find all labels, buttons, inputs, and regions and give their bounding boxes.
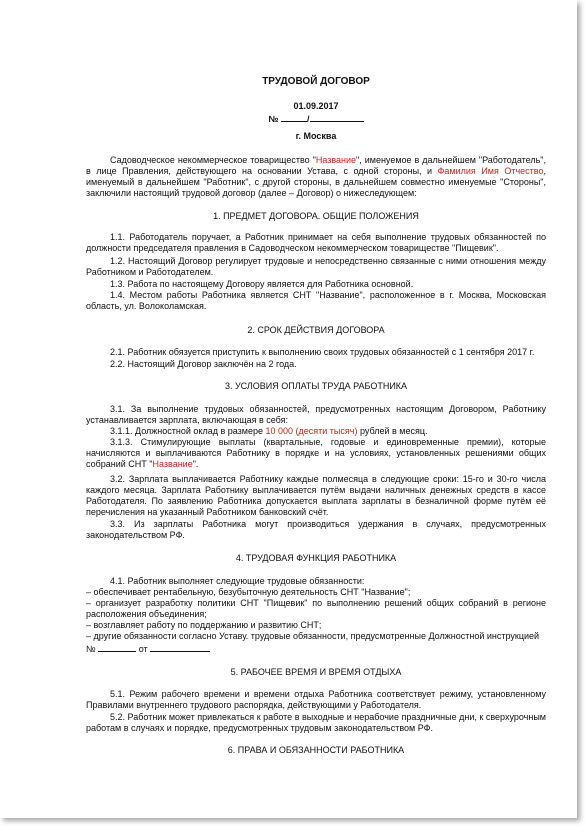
- clause-1-3: 1.3. Работа по настоящему Договору является для Работника основной.: [110, 279, 414, 289]
- instruction-no-blank: [98, 642, 136, 652]
- section-5-heading: 5. РАБОЧЕЕ ВРЕМЯ И ВРЕМЯ ОТДЫХА: [230, 667, 402, 677]
- org-name-placeholder-2: Название: [152, 459, 193, 469]
- duties-list: [86, 587, 546, 655]
- clause-5-2: 5.2. Работник может привлекаться к работе в выходные и нерабочие праздничные дни, к сверхурочным работам в случаях и порядке, предусмотренных трудовым законодательством РФ.: [86, 712, 546, 733]
- duty-item: – организует разработку политики СНТ "Пищевик" по выполнению решений общих собраний в регионе расположения объединения;: [86, 598, 546, 619]
- intro-text-c: , именуемый в дальнейшем "Работник", с другой стороны, в дальнейшем совместно именуемые "Стороны", заключили настоящий трудовой договор (далее – Договор) о нижеследующем:: [86, 166, 546, 198]
- section-4-heading: 4. ТРУДОВАЯ ФУНКЦИЯ РАБОТНИКА: [235, 553, 397, 563]
- contract-city: г. Москва: [295, 131, 337, 141]
- clause-3-1-1-text-b: рублей в месяц.: [357, 426, 428, 436]
- number-prefix: №: [268, 114, 279, 124]
- instruction-from-label: от: [138, 644, 148, 654]
- clause-1-4: 1.4. Местом работы Работника является СНТ "Название", расположенное в г. Москва, Московская область, ул. Волоколамская.: [86, 290, 546, 311]
- clause-3-1-1: [86, 426, 546, 437]
- salary-amount: 10 000 (десяти тысяч): [265, 426, 358, 436]
- clause-3-1-3: [86, 437, 546, 470]
- intro-text-b: ", именуемое в дальнейшем "Работодатель", в лице Правления, действующего на основании Устава, с одной стороны, и: [86, 155, 546, 176]
- clause-3-1-1-text-a: 3.1.1. Должностной оклад в размере: [110, 426, 266, 436]
- intro-text-a: Садоводческое некоммерческое товарищество ": [110, 155, 316, 165]
- section-3-heading: 3. УСЛОВИЯ ОПЛАТЫ ТРУДА РАБОТНИКА: [224, 381, 408, 391]
- clause-2-1: 2.1. Работник обязуется приступить к выполнению своих трудовых обязанностей с 1 сентября 2017 г.: [110, 347, 535, 357]
- clause-2-2: 2.2. Настоящий Договор заключён на 2 года.: [110, 359, 297, 369]
- duty-item: – другие обязанности согласно Уставу. трудовые обязанности, предусмотренные Должностной инструкцией: [86, 631, 540, 641]
- clause-4-1: 4.1. Работник выполняет следующие трудовые обязанности:: [110, 576, 365, 586]
- clause-1-2: 1.2. Настоящий Договор регулирует трудовые и непосредственно связанные с ними отношения между Работником и Работодателем.: [86, 256, 546, 277]
- instruction-date-blank: [150, 642, 210, 652]
- clause-1-1: 1.1. Работодатель поручает, а Работник принимает на себя выполнение трудовых обязанностей по должности председателя правления в Садоводческом некоммерческом товариществе "Пищевик".: [86, 232, 546, 253]
- person-name-placeholder: Фамилия Имя Отчество: [437, 166, 544, 176]
- clause-3-1: 3.1. За выполнение трудовых обязанностей, предусмотренных настоящим Договором, Работнику устанавливается зарплата, включающая в себя:: [86, 404, 546, 425]
- clause-3-3: 3.3. Из зарплаты Работника могут производиться удержания в случаях, предусмотренных законодательством РФ.: [86, 519, 546, 540]
- instruction-ref: [86, 642, 546, 655]
- clause-3-1-3-text-a: 3.1.3. Стимулирующие выплаты (квартальные, годовые и единовременные премии), которые начисляются и выплачиваются Работнику в порядке и на условиях, установленных решениями общих собраний СНТ ": [86, 437, 546, 469]
- duty-item: – обеспечивает рентабельную, безубыточную деятельность СНТ "Название";: [86, 587, 411, 597]
- instruction-no-label: №: [86, 644, 96, 654]
- clause-3-2: 3.2. Зарплата выплачивается Работнику каждые полмесяца в следующие сроки: 15-го и 30-го числа каждого месяца. Зарплата Работнику выплачивается путём выдачи наличных денежных средств в кассе Работодателя. По заявлению Работника допускается выплата зарплаты в безналичной форме путём её перечисления на указанный Работником банковский счёт.: [86, 474, 546, 517]
- contract-number: [86, 112, 546, 125]
- section-6-heading: 6. ПРАВА И ОБЯЗАННОСТИ РАБОТНИКА: [227, 745, 405, 755]
- contract-date: 01.09.2017: [293, 101, 339, 111]
- duty-item: – возглавляет работу по поддержанию и развитию СНТ;: [86, 620, 322, 630]
- section-2-heading: 2. СРОК ДЕЙСТВИЯ ДОГОВОРА: [247, 325, 385, 335]
- number-blank-1: [281, 112, 307, 122]
- number-separator: /: [307, 114, 310, 124]
- intro-paragraph: [86, 155, 546, 199]
- clause-3-1-3-text-b: ".: [192, 459, 199, 469]
- section-1-heading: 1. ПРЕДМЕТ ДОГОВОРА. ОБЩИЕ ПОЛОЖЕНИЯ: [213, 211, 419, 221]
- document-title: ТРУДОВОЙ ДОГОВОР: [262, 76, 370, 87]
- org-name-placeholder: Название: [315, 155, 357, 165]
- clause-5-1: 5.1. Режим рабочего времени и времени отдыха Работника соответствует режиму, установленному Правилами внутреннего трудового распорядка, действующими у Работодателя.: [86, 689, 546, 710]
- number-blank-2: [310, 112, 364, 122]
